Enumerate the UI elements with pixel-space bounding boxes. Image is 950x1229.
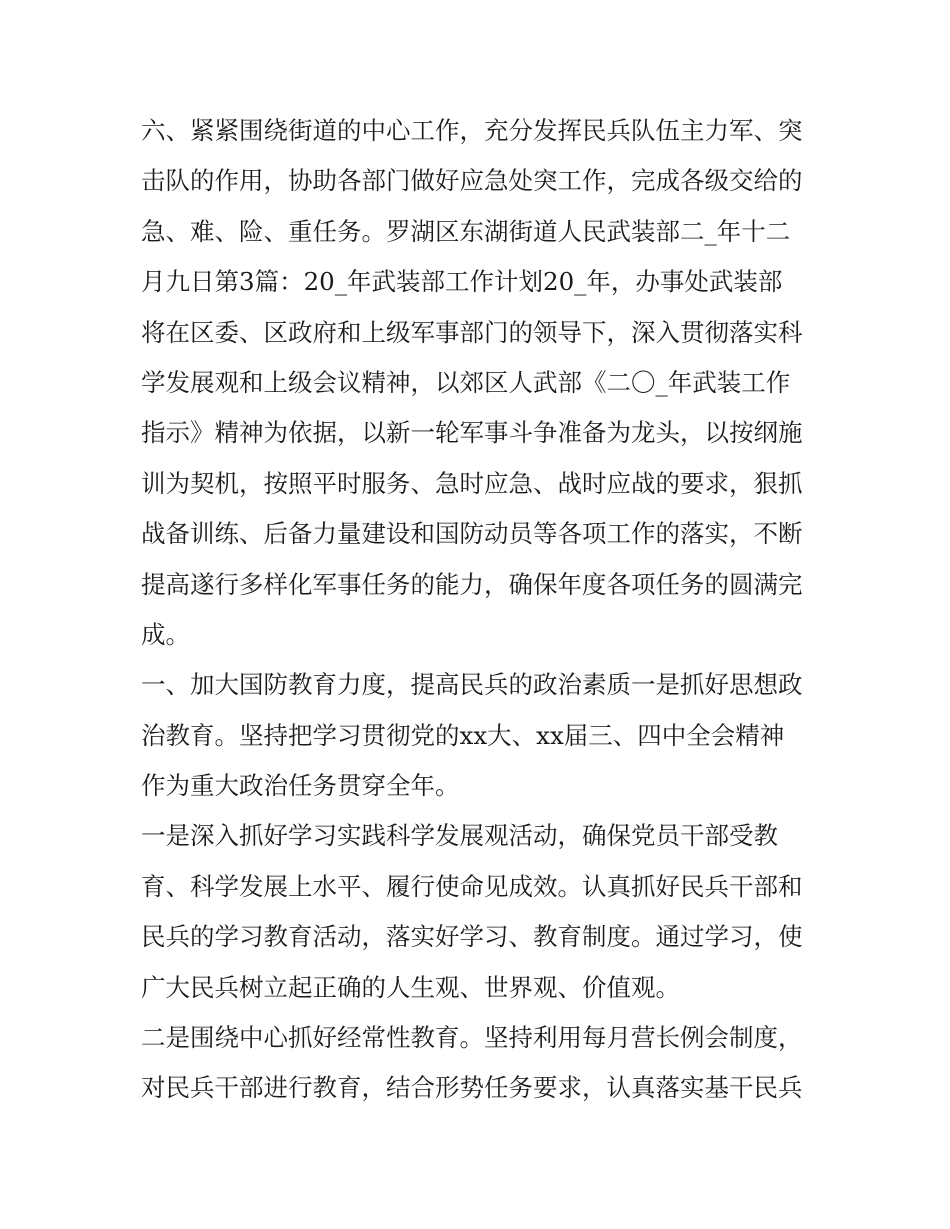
text-line-14: 作为重大政治任务贯穿全年。 (141, 771, 460, 801)
text-line-6: 学发展观和上级会议精神，以郊区人武部《二〇_年武装工作 (141, 367, 791, 397)
document-body (141, 106, 813, 1114)
text-line-17: 民兵的学习教育活动，落实好学习、教育制度。通过学习，使 (141, 922, 803, 952)
text-line-4: 月九日第3篇：20_年武装部工作计划20_年，办事处武装部 (141, 267, 783, 297)
text-line-20: 对民兵干部进行教育，结合形势任务要求，认真落实基干民兵 (141, 1073, 803, 1103)
text-line-16: 育、科学发展上水平、履行使命见成效。认真抓好民兵干部和 (141, 871, 803, 901)
text-line-8: 训为契机，按照平时服务、急时应急、战时应战的要求，狠抓 (141, 468, 803, 498)
text-line-7: 指示》精神为依据，以新一轮军事斗争准备为龙头，以按纲施 (141, 418, 803, 448)
text-line-5: 将在区委、区政府和上级军事部门的领导下，深入贯彻落实科 (141, 317, 803, 347)
text-line-11: 成。 (141, 619, 190, 649)
text-line-12: 一、加大国防教育力度，提高民兵的政治素质一是抓好思想政 (141, 670, 803, 700)
text-line-13: 治教育。坚持把学习贯彻党的xx大、xx届三、四中全会精神 (141, 720, 785, 750)
text-line-9: 战备训练、后备力量建设和国防动员等各项工作的落实，不断 (141, 519, 803, 549)
text-line-2: 击队的作用，协助各部门做好应急处突工作，完成各级交给的 (141, 166, 803, 196)
text-line-19: 二是围绕中心抓好经常性教育。坚持利用每月营长例会制度， (141, 1023, 803, 1053)
text-line-10: 提高遂行多样化军事任务的能力，确保年度各项任务的圆满完 (141, 569, 803, 599)
text-line-1: 六、紧紧围绕街道的中心工作，充分发挥民兵队伍主力军、突 (141, 116, 803, 145)
text-line-15: 一是深入抓好学习实践科学发展观活动，确保党员干部受教 (141, 821, 778, 851)
text-line-18: 广大民兵树立起正确的人生观、世界观、价值观。 (141, 972, 680, 1002)
text-line-3: 急、难、险、重任务。罗湖区东湖街道人民武装部二_年十二 (141, 216, 791, 246)
